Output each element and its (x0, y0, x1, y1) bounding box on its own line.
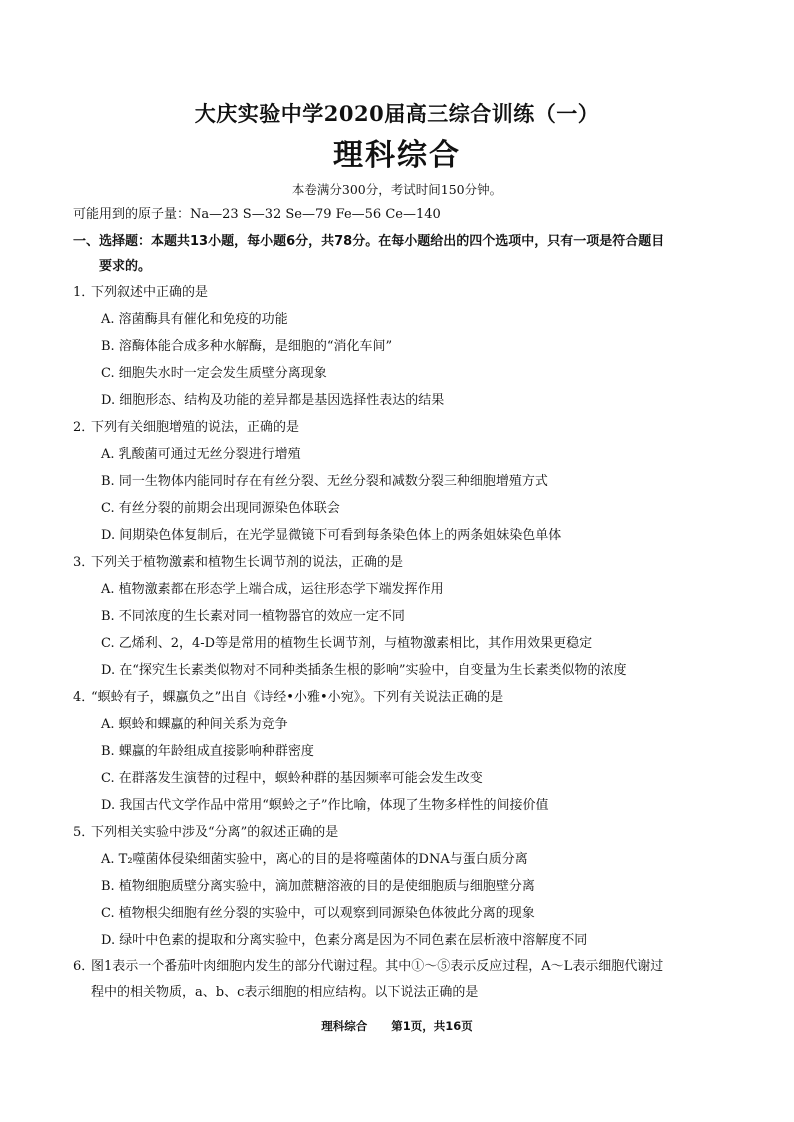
question-stem (73, 819, 733, 846)
option-b: B. 溶酶体能合成多种水解酶，是细胞的“消化车间” (101, 339, 393, 354)
option-c: C. 植物根尖细胞有丝分裂的实验中，可以观察到同源染色体彼此分离的现象 (101, 906, 535, 921)
question-stem (73, 684, 733, 711)
question-number: 1． (73, 285, 95, 300)
option-a: A. 螟蛉和蜾蠃的种间关系为竞争 (101, 717, 288, 732)
section-heading-line1: 一、选择题：本题共13小题，每小题6分，共78分。在每小题给出的四个选项中，只有一项是符合题目 (73, 234, 665, 249)
option-a: A. 溶菌酶具有催化和免疫的功能 (101, 312, 288, 327)
question-stem (73, 549, 733, 576)
question-1 (73, 279, 733, 414)
atomic-masses: 可能用到的原子量：Na—23 S—32 Se—79 Fe—56 Ce—140 (73, 207, 441, 222)
question-number: 3． (73, 555, 95, 570)
question-number: 6． (73, 959, 95, 974)
question-3 (73, 549, 733, 684)
question-text: 下列有关细胞增殖的说法，正确的是 (91, 420, 300, 435)
option-c: C. 细胞失水时一定会发生质壁分离现象 (101, 366, 327, 381)
footer-page-number: 第1页，共16页 (391, 1019, 473, 1033)
section-heading (73, 229, 733, 279)
exam-meta: 本卷满分300分，考试时间150分钟。 (291, 182, 503, 197)
option-d: D. 在“探究生长素类似物对不同种类插条生根的影响”实验中，自变量为生长素类似物的浓度 (101, 663, 627, 678)
question-2 (73, 414, 733, 549)
question-stem (73, 414, 733, 441)
question-5 (73, 819, 733, 954)
question-4 (73, 684, 733, 819)
option-d: D. 细胞形态、结构及功能的差异都是基因选择性表达的结果 (101, 393, 445, 408)
option-b: B. 同一生物体内能同时存在有丝分裂、无丝分裂和减数分裂三种细胞增殖方式 (101, 474, 548, 489)
option-c: C. 有丝分裂的前期会出现同源染色体联会 (101, 501, 340, 516)
exam-title: 大庆实验中学2020届高三综合训练（一） (194, 101, 600, 126)
option-a: A. T₂噬菌体侵染细菌实验中，离心的目的是将噬菌体的DNA与蛋白质分离 (101, 852, 528, 867)
question-list (73, 279, 733, 1006)
option-b: B. 植物细胞质壁分离实验中，滴加蔗糖溶液的目的是使细胞质与细胞壁分离 (101, 879, 535, 894)
option-d: D. 绿叶中色素的提取和分离实验中，色素分离是因为不同色素在层析液中溶解度不同 (101, 933, 588, 948)
question-text: 下列相关实验中涉及“分离”的叙述正确的是 (91, 825, 339, 840)
option-a: A. 植物激素都在形态学上端合成，运往形态学下端发挥作用 (101, 582, 444, 597)
question-text: “螟蛉有子，蜾蠃负之”出自《诗经•小雅•小宛》。下列有关说法正确的是 (91, 690, 504, 705)
option-c: C. 在群落发生演替的过程中，螟蛉种群的基因频率可能会发生改变 (101, 771, 483, 786)
question-text-line2: 程中的相关物质，a、b、c表示细胞的相应结构。以下说法正确的是 (91, 985, 479, 1000)
question-stem (73, 279, 733, 306)
subject-title: 理科综合 (333, 138, 461, 173)
footer-subject: 理科综合 (321, 1019, 368, 1033)
page-footer (0, 1018, 794, 1034)
option-a: A. 乳酸菌可通过无丝分裂进行增殖 (101, 447, 301, 462)
question-text-line1: 图1表示一个番茄叶肉细胞内发生的部分代谢过程。其中①～⑤表示反应过程，A～L表示细胞代谢过 (91, 959, 664, 974)
section-heading-line2: 要求的。 (99, 259, 152, 274)
question-number: 2． (73, 420, 95, 435)
question-text: 下列关于植物激素和植物生长调节剂的说法，正确的是 (91, 555, 404, 570)
question-number: 4． (73, 690, 95, 705)
option-b: B. 不同浓度的生长素对同一植物器官的效应一定不同 (101, 609, 405, 624)
option-d: D. 间期染色体复制后，在光学显微镜下可看到每条染色体上的两条姐妹染色单体 (101, 528, 562, 543)
option-c: C. 乙烯利、2，4-D等是常用的植物生长调节剂，与植物激素相比，其作用效果更稳定 (101, 636, 593, 651)
question-text: 下列叙述中正确的是 (91, 285, 209, 300)
question-number: 5． (73, 825, 95, 840)
option-b: B. 蜾蠃的年龄组成直接影响种群密度 (101, 744, 314, 759)
option-d: D. 我国古代文学作品中常用“螟蛉之子”作比喻，体现了生物多样性的间接价值 (101, 798, 549, 813)
question-6 (73, 954, 733, 1006)
